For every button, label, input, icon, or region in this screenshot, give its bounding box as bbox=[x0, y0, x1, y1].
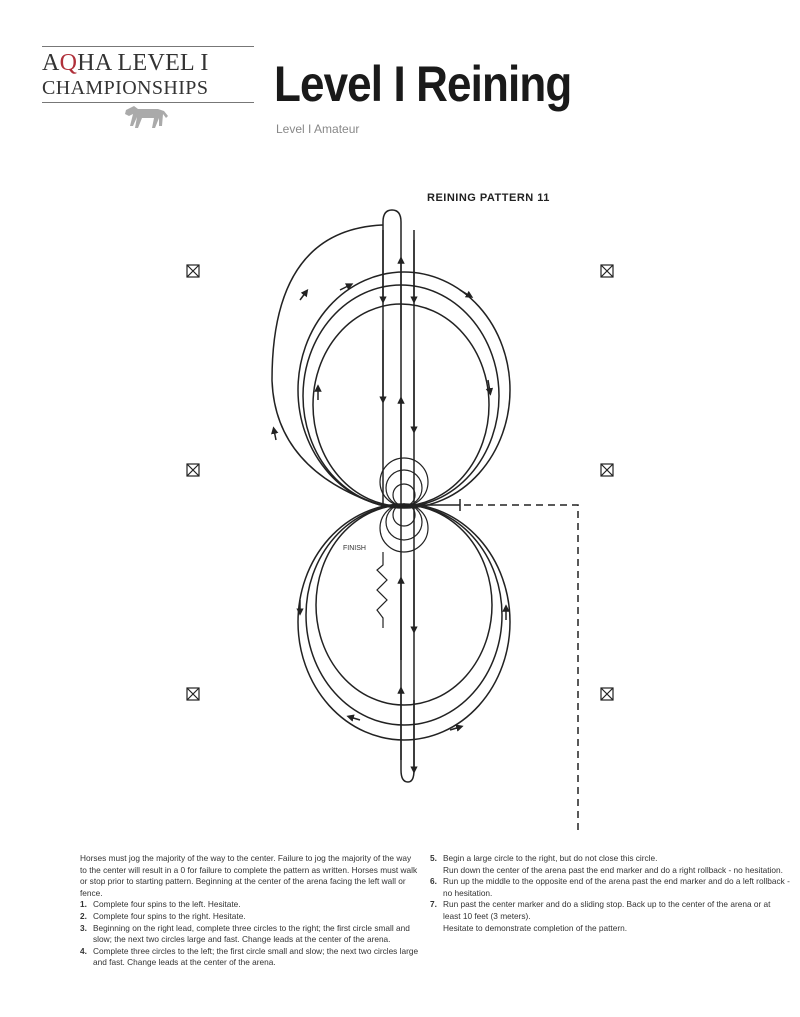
aqha-logo bbox=[42, 46, 254, 103]
step-1 bbox=[80, 899, 420, 911]
step-5 bbox=[430, 853, 790, 865]
step-4 bbox=[80, 946, 420, 969]
logo-a: A bbox=[42, 50, 60, 76]
step-text: Complete four spins to the right. Hesitate. bbox=[93, 910, 246, 921]
page-subtitle: Level I Amateur bbox=[276, 122, 360, 136]
page-title: Level I Reining bbox=[274, 56, 572, 112]
logo-line1 bbox=[42, 50, 254, 77]
step-text: Complete three circles to the left; the first circle small and slow; the next two circles large and fast. Change leads at the center of the arena. bbox=[93, 945, 419, 968]
step-2 bbox=[80, 911, 420, 923]
instructions-intro: Horses must jog the majority of the way to the center. Failure to jog the majority of the way to the center will result in a 0 for failure to complete the pattern as written. Horses must walk or stop prior to starting pattern. Beginning at the center of the arena facing the left wall or fence. bbox=[80, 853, 418, 898]
pattern-title: REINING PATTERN 11 bbox=[427, 192, 550, 204]
logo-rule-bottom bbox=[42, 102, 254, 103]
logo-rest: HA LEVEL I bbox=[77, 50, 209, 76]
upper-circles bbox=[298, 272, 510, 508]
step-num: 6. bbox=[430, 876, 437, 887]
step-text: Beginning on the right lead, complete three circles to the right; the first circle small and slow; the next two circles large and fast. Change leads at the center of the arena. bbox=[93, 922, 410, 945]
step-num: 2. bbox=[80, 910, 87, 921]
step-num: 4. bbox=[80, 945, 87, 956]
step-num: 5. bbox=[430, 853, 437, 863]
back-up-zigzag bbox=[377, 552, 387, 628]
step-text: Complete four spins to the left. Hesitate. bbox=[93, 899, 241, 910]
step-text: Run up the middle to the opposite end of the arena past the end marker and do a left rollback - no hesitation. bbox=[443, 876, 790, 898]
instructions-right bbox=[430, 853, 790, 934]
logo-q: Q bbox=[59, 50, 78, 76]
step-6 bbox=[430, 876, 790, 899]
step-text: Run past the center marker and do a sliding stop. Back up to the center of the arena or at least 10 feet (3 meters). bbox=[443, 899, 771, 921]
logo-rule bbox=[42, 46, 254, 47]
step-text: Begin a large circle to the right, but do not close this circle. bbox=[443, 853, 658, 863]
step-num: 3. bbox=[80, 922, 87, 933]
step-3 bbox=[80, 923, 420, 946]
walk-in-path bbox=[460, 505, 578, 830]
instructions-left bbox=[80, 853, 420, 969]
step-num: 1. bbox=[80, 899, 87, 910]
finish-label: FINISH bbox=[343, 545, 366, 552]
step-7 bbox=[430, 899, 790, 922]
step-7-extra: Hesitate to demonstrate completion of the pattern. bbox=[443, 922, 628, 933]
step-num: 7. bbox=[430, 899, 437, 910]
logo-line2: CHAMPIONSHIPS bbox=[42, 77, 209, 99]
step-5-extra: Run down the center of the arena past the end marker and do a right rollback - no hesitation. bbox=[443, 864, 783, 875]
arena-markers bbox=[187, 265, 613, 700]
